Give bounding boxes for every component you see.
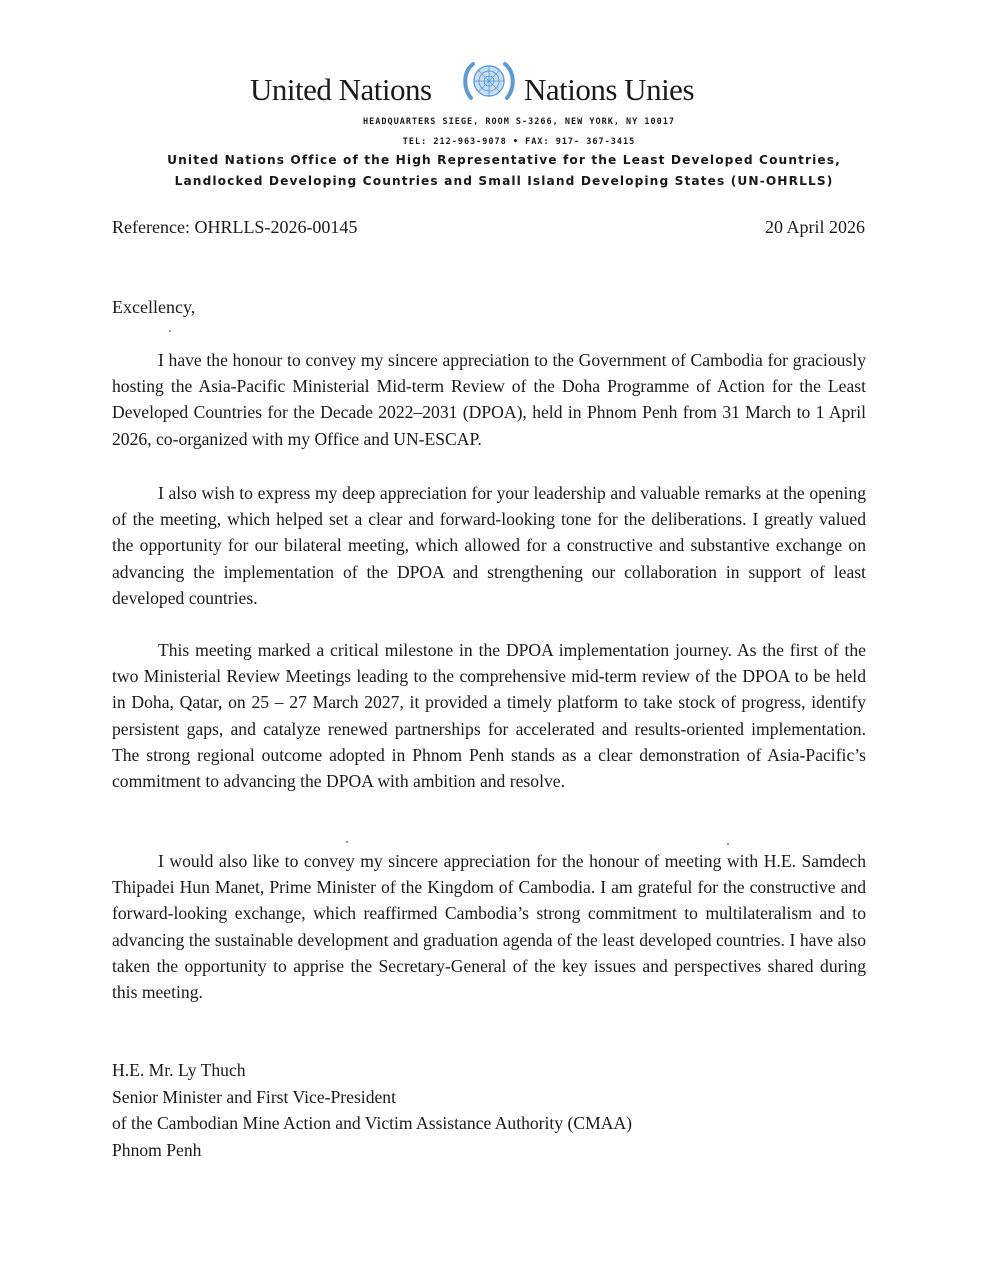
addressee-block	[112, 1057, 632, 1163]
un-emblem-icon	[461, 58, 517, 108]
addressee-name: H.E. Mr. Ly Thuch	[112, 1060, 246, 1080]
letterhead	[0, 58, 988, 114]
scan-speck	[169, 330, 171, 332]
addressee-city: Phnom Penh	[112, 1139, 202, 1160]
letter-date: 20 April 2026	[764, 217, 865, 237]
body-paragraph: I have the honour to convey my sincere appreciation to the Government of Cambodia for graciously hosting the Asia-Pacific Ministerial Mid-term Review of the Doha Programme of Action for the Least Developed Countries for the Decade 2022–2031 (DPOA), held in Phnom Penh from 31 March to 1 April 2026, co-organized with my Office and UN-ESCAP.	[112, 350, 866, 449]
salutation: Excellency,	[112, 297, 196, 317]
org-name-french: Nations Unies	[524, 72, 695, 107]
body-paragraph: This meeting marked a critical milestone in the DPOA implementation journey. As the first of the two Ministerial Review Meetings leading to the comprehensive mid-term review of the DPOA to be held in Doha, Qatar, on 25 – 27 March 2027, it provided a timely platform to take stock of progress, identify persistent gaps, and catalyze renewed partnerships for accelerated and results-oriented implementation. The strong regional outcome adopted in Phnom Penh stands as a clear demonstration of Asia-Pacific’s commitment to advancing the DPOA with ambition and resolve.	[112, 640, 866, 792]
scan-speck	[346, 841, 348, 843]
reference-number: Reference: OHRLLS-2026-00145	[112, 217, 358, 237]
body-paragraph: I would also like to convey my sincere appreciation for the honour of meeting with H.E. Samdech Thipadei Hun Manet, Prime Minister of the Kingdom of Cambodia. I am grateful for the constructive and forward-looking exchange, which reaffirmed Cambodia’s strong commitment to multilateralism and to advancing the sustainable development and graduation agenda of the least developed countries. I have also taken the opportunity to apprise the Secretary-General of the key issues and perspectives shared during this meeting.	[112, 851, 866, 1003]
org-name-english: United Nations	[250, 72, 432, 107]
addressee-title-1: Senior Minister and First Vice-President	[112, 1086, 396, 1107]
hq-address: HEADQUARTERS SIEGE, ROOM S-3266, NEW YORK, NY 10017	[363, 117, 675, 127]
contact-line: TEL: 212-963-9078 • FAX: 917- 367-3415	[402, 137, 636, 147]
scan-speck	[727, 843, 729, 845]
addressee-title-2: of the Cambodian Mine Action and Victim Assistance Authority (CMAA)	[112, 1113, 633, 1133]
body-paragraph: I also wish to express my deep appreciation for your leadership and valuable remarks at the opening of the meeting, which helped set a clear and forward-looking tone for the deliberations. I greatly valued the opportunity for our bilateral meeting, which allowed for a constructive and substantive exchange on advancing the implementation of the DPOA and strengthening our collaboration in support of least developed countries.	[112, 483, 866, 608]
office-name-line-2: Landlocked Developing Countries and Small Island Developing States (UN-OHRLLS)	[174, 174, 834, 188]
office-name-line-1: United Nations Office of the High Representative for the Least Developed Countries,	[167, 153, 841, 167]
